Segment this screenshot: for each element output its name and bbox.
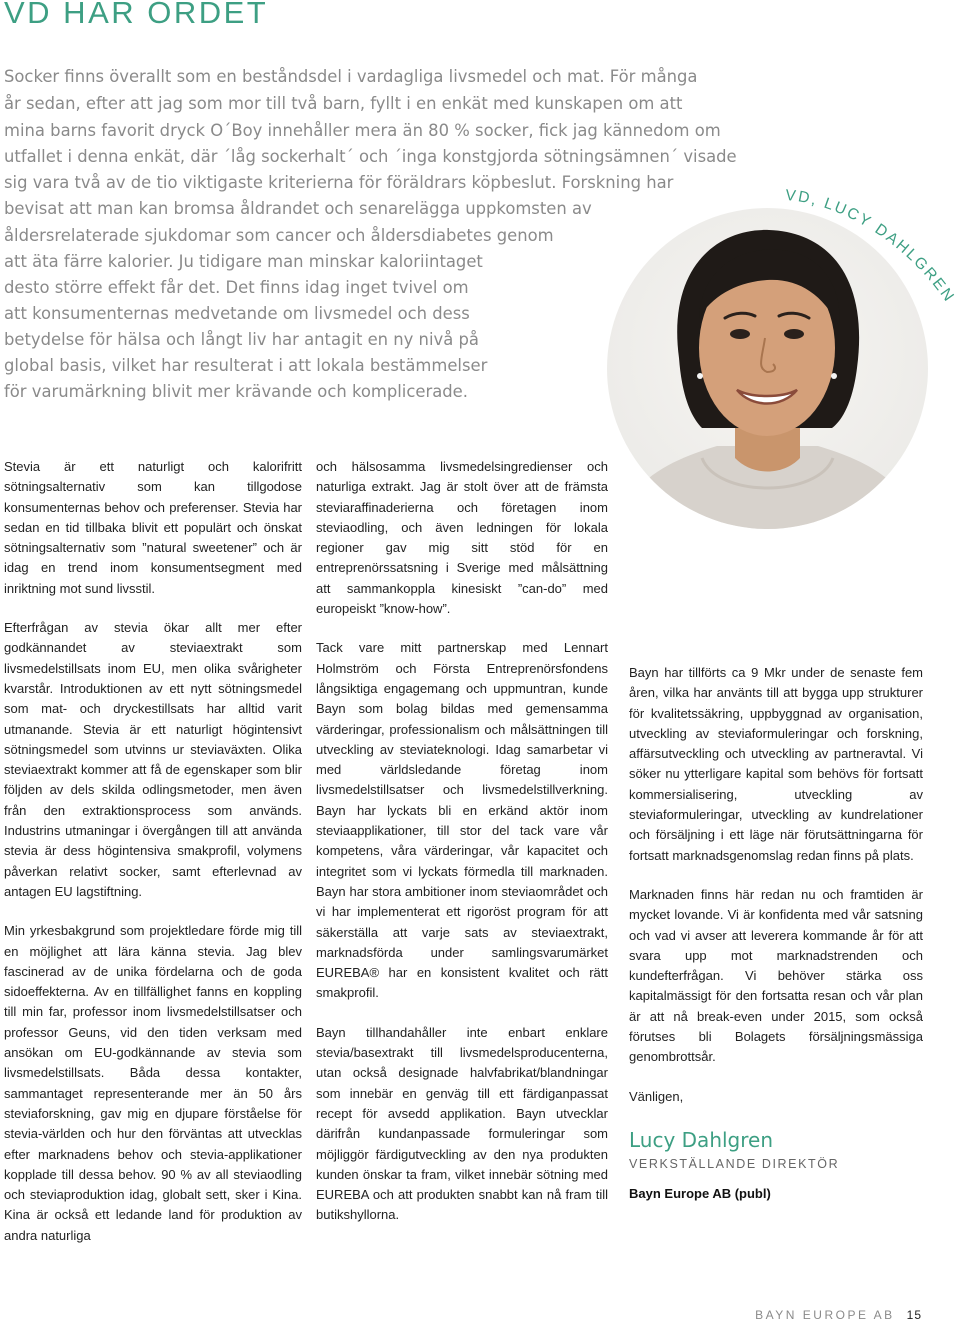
paragraph: Stevia är ett naturligt och kalorifritt sötningsalternativ som kan tillgodose konsumenternas behov och preferenser. Stevia har sedan en tid tillbaka blivit ett populärt och önskat sötningsalternativ som ”natural sweetener” och är idag en trend inom konsumentsegment med inriktning mot sund livsstil. [4,459,302,596]
paragraph: Tack vare mitt partnerskap med Lennart Holmström och Första Entreprenörsfondens långsiktiga engagemang och uppmuntran, kunde Bayn som bolag bildas med gemensamma värderingar, professionalism och målsättningen till utveckling av steviateknologi. Idag samarbetar vi med världsledande företag inom livsmedelstillsatser och livsmedelstillverkning. Bayn har lyckats bli en erkänd aktör inom steviaapplikationer, till stor del tack vare vår kompetens, våra värderingar, vår kapacitet och integritet som vi lyckats förmedla till marknaden. Bayn har stora ambitioner inom steviaområdet och vi har implementerat ett rigoröst program för att säkerställa att varje sats av steviaextrakt, marknadsförda under samlingsvarumärket EUREBA® har en konsistent kvalitet och rätt smakprofil. [316,640,608,1001]
intro-line: mina barns favorit dryck O´Boy innehåller mera än 80 % socker, fick jag kännedom om [4,121,721,140]
article-column-3 [629,663,923,1204]
intro-line: betydelse för hälsa och långt liv har antagit en ny nivå på [4,330,479,349]
paragraph: Bayn har tillförts ca 9 Mkr under de senaste fem åren, vilka har använts till att bygga upp strukturer för kvalitetssäkring, uppbyggnad av organisation, utveckling av steviaformuleringar och forskning, affärsutveckling och utveckling av partneravtal. Vi söker nu ytterligare kapital som behövs för fortsatt kommersialisering, utveckling av steviaformuleringar, utveckling av kundrelationer och försäljning i ett läge när förutsättningarna för fortsatt marknadsgenomslag redan finns på plats. [629,665,923,863]
paragraph: Bayn tillhandahåller inte enbart enklare stevia/basextrakt till livsmedelsproducenterna, utan också designade halvfabrikat/blandningar som innebär en genväg till ett färdiganpassat recept för avsedd applikation. Bayn utvecklar därifrån kundanpassade formuleringar som möjliggör färdigutveckling av den nya produkten kunden önskar ta fram, vilket innebär sötning med EUREBA och att produkten snabbt kan nå fram till butikshyllorna. [316,1024,608,1223]
signature-company: Bayn Europe AB (publ) [629,1185,771,1201]
paragraph: och hälsosamma livsmedelsingredienser och naturliga extrakt. Jag är stolt över att de främsta steviaraffinaderierna och företagen inom steviaodling, och även ledningen för lokala regioner gav mig sitt stöd för en entreprenörssatsning i Sverige med målsättning att sammankoppla kinesiskt ”can-do” med europeiskt ”know-how”. [316,459,608,617]
intro-line: åldersrelaterade sjukdomar som cancer och åldersdiabetes genom [4,226,554,245]
intro-line: bevisat att man kan bromsa åldrandet och senarelägga uppkomsten av [4,199,592,218]
intro-line: att äta färre kalorier. Ju tidigare man minskar kaloriintaget [4,252,483,271]
footer-brand: BAYN EUROPE AB [755,1308,895,1322]
page-footer [755,1308,922,1322]
article-column-1 [4,457,302,1246]
portrait-caption-text: VD, LUCY DAHLGREN [784,186,959,307]
intro-line: för varumärkning blivit mer krävande och komplicerade. [4,382,468,401]
portrait-caption [760,175,960,335]
intro-line: utfallet i denna enkät, där ´låg sockerhalt´ och ´inga konstgjorda sötningsämnen´ visade [4,147,737,166]
intro-line: global basis, vilket har resulterat i att lokala bestämmelser [4,356,488,375]
intro-line: Socker finns överallt som en beståndsdel i vardagliga livsmedel och mat. För många [4,67,698,86]
intro-line: sig vara två av de tio viktigaste kriterierna för föräldrars köpbeslut. Forskning har [4,173,674,192]
svg-text:VD, LUCY DAHLGREN [785,187,958,306]
page-number: 15 [906,1308,922,1322]
signature-role: VERKSTÄLLANDE DIREKTÖR [629,1156,840,1171]
intro-line: desto större effekt får det. Det finns idag inget tvivel om [4,278,469,297]
intro-line: att konsumenternas medvetande om livsmedel och dess [4,304,470,323]
article-column-2 [316,457,608,1226]
page-title: VD HAR ORDET [4,0,269,30]
signature-name: Lucy Dahlgren [629,1127,774,1152]
paragraph: Efterfrågan av stevia ökar allt mer efter godkännandet av steviaextrakt som livsmedelstillsats inom EU, men olika svårigheter kvarstår. Introduktionen av ett nytt sötningsmedel som mat- och dryckestillsats har alltid varit utmanande. Stevia är ett naturligt högintensivt sötningsmedel som utvinns ur steviaväxten. Olika steviaextrakt kommer att få de egenskaper som blir följden av dels skilda odlingsmetoder, men även från den extraktionsprocess som används. Industrins utmaningar i övergången till att använda stevia är dess högintensiva smakprofil, volymens påverkan relativt socker, samt efterlevnad av antagen EU lagstiftning. [4,620,302,899]
intro-line: år sedan, efter att jag som mor till två barn, fyllt i en enkät med kunskapen om att [4,94,683,113]
closing-greeting: Vänligen, [629,1088,684,1104]
paragraph: Marknaden finns här redan nu och framtiden är mycket lovande. Vi är konfidenta med vår satsning och vad vi avser att leverera kommande år för att svara upp mot marknadstrenden och kundefterfrågan. Vi behöver stärka oss kapitalmässigt för den fortsatta resan och vår plan är att nå break-even under 2015, som också förutses bli Bolagets försäljningsmässiga genombrottsår. [629,886,923,1065]
paragraph: Min yrkesbakgrund som projektledare förde mig till en möjlighet att lära känna stevia. Jag blev fascinerad av de unika fördelarna och de goda sidoeffekterna. Av en tillfällighet fanns en koppling till min far, professor inom livsmedelstillsatser och professor Geuns, vid den tiden verksam med ansökan om EU-godkännande av stevia som livsmedelstillsats. Båda dessa kontakter, sammantaget representerande mer än 50 års steviaforskning, gav mig en djupare förståelse för stevia-världen och hur den förväntas att utvecklas efter marknadens behov och stevia-applikationer kopplade till dessa behov. 90 % av all steviaodling och steviaproduktion idag, globalt sett, sker i Kina. Kina är också ett ledande land för produktion av andra naturliga [4,923,302,1243]
